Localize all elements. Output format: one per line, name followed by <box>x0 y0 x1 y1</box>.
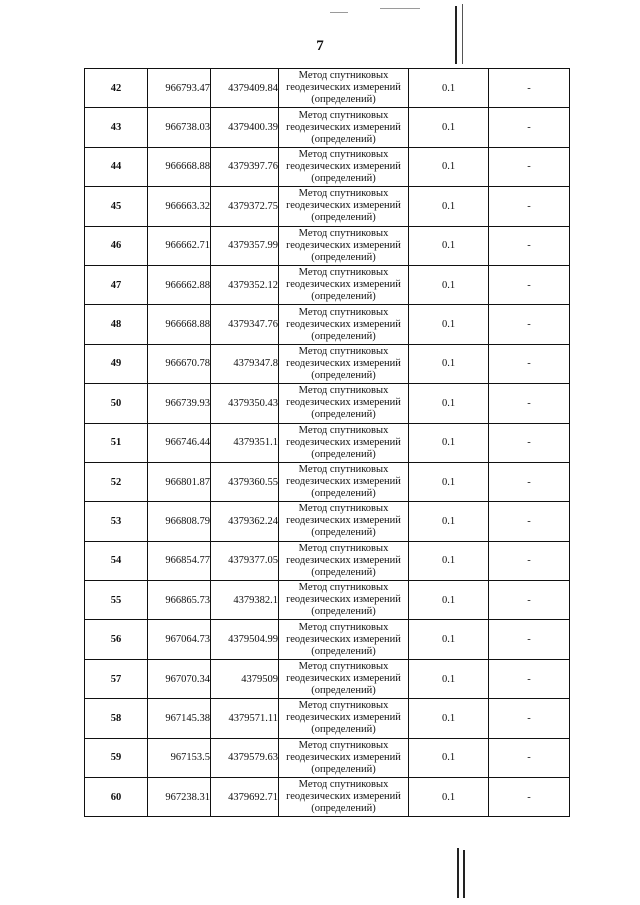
point-number-cell: 52 <box>85 462 148 501</box>
method-line-1: Метод спутниковых <box>298 700 389 712</box>
point-number-cell: 48 <box>85 305 148 344</box>
table-row <box>85 462 570 501</box>
method-line-2: геодезических измерений <box>286 318 401 330</box>
extra-value-cell: - <box>489 502 570 541</box>
table-row <box>85 502 570 541</box>
precision-cell: 0.1 <box>409 502 489 541</box>
method-cell <box>279 147 409 186</box>
y-coordinate-cell: 4379351.1 <box>211 423 279 462</box>
table-row <box>85 344 570 383</box>
scan-artifact-top <box>455 6 457 64</box>
precision-cell: 0.1 <box>409 581 489 620</box>
method-line-3: (определений) <box>311 133 376 145</box>
method-line-2: геодезических измерений <box>286 436 401 448</box>
x-coordinate-cell: 966738.03 <box>148 108 211 147</box>
extra-value-cell: - <box>489 108 570 147</box>
method-line-3: (определений) <box>311 488 376 500</box>
method-cell <box>279 69 409 108</box>
extra-value-cell: - <box>489 226 570 265</box>
x-coordinate-cell: 966808.79 <box>148 502 211 541</box>
x-coordinate-cell: 966801.87 <box>148 462 211 501</box>
x-coordinate-cell: 966739.93 <box>148 384 211 423</box>
precision-cell: 0.1 <box>409 187 489 226</box>
point-number-cell: 59 <box>85 738 148 777</box>
y-coordinate-cell: 4379571.11 <box>211 699 279 738</box>
method-line-3: (определений) <box>311 566 376 578</box>
x-coordinate-cell: 967064.73 <box>148 620 211 659</box>
table-row <box>85 265 570 304</box>
method-line-1: Метод спутниковых <box>298 188 389 200</box>
x-coordinate-cell: 967070.34 <box>148 659 211 698</box>
method-line-3: (определений) <box>311 409 376 421</box>
table-row <box>85 620 570 659</box>
table-row <box>85 699 570 738</box>
y-coordinate-cell: 4379360.55 <box>211 462 279 501</box>
y-coordinate-cell: 4379350.43 <box>211 384 279 423</box>
coordinates-table <box>84 68 570 817</box>
table-row <box>85 187 570 226</box>
x-coordinate-cell: 966746.44 <box>148 423 211 462</box>
extra-value-cell: - <box>489 659 570 698</box>
method-line-1: Метод спутниковых <box>298 621 389 633</box>
x-coordinate-cell: 967238.31 <box>148 778 211 817</box>
point-number-cell: 42 <box>85 69 148 108</box>
point-number-cell: 45 <box>85 187 148 226</box>
method-cell <box>279 384 409 423</box>
method-line-3: (определений) <box>311 251 376 263</box>
extra-value-cell: - <box>489 778 570 817</box>
method-line-1: Метод спутниковых <box>298 464 389 476</box>
method-cell <box>279 344 409 383</box>
method-line-1: Метод спутниковых <box>298 779 389 791</box>
precision-cell: 0.1 <box>409 226 489 265</box>
method-line-1: Метод спутниковых <box>298 306 389 318</box>
method-line-1: Метод спутниковых <box>298 661 389 673</box>
method-line-1: Метод спутниковых <box>298 424 389 436</box>
method-line-1: Метод спутниковых <box>298 227 389 239</box>
method-line-2: геодезических измерений <box>286 82 401 94</box>
scan-artifact-bottom <box>457 848 459 898</box>
method-line-3: (определений) <box>311 172 376 184</box>
method-cell <box>279 738 409 777</box>
method-line-2: геодезических измерений <box>286 200 401 212</box>
method-cell <box>279 502 409 541</box>
precision-cell: 0.1 <box>409 265 489 304</box>
extra-value-cell: - <box>489 462 570 501</box>
method-line-3: (определений) <box>311 763 376 775</box>
point-number-cell: 49 <box>85 344 148 383</box>
y-coordinate-cell: 4379397.76 <box>211 147 279 186</box>
method-line-1: Метод спутниковых <box>298 345 389 357</box>
x-coordinate-cell: 966793.47 <box>148 69 211 108</box>
method-line-1: Метод спутниковых <box>298 385 389 397</box>
precision-cell: 0.1 <box>409 344 489 383</box>
method-line-3: (определений) <box>311 606 376 618</box>
table-row <box>85 226 570 265</box>
extra-value-cell: - <box>489 305 570 344</box>
x-coordinate-cell: 966663.32 <box>148 187 211 226</box>
extra-value-cell: - <box>489 265 570 304</box>
extra-value-cell: - <box>489 384 570 423</box>
method-line-2: геодезических измерений <box>286 121 401 133</box>
point-number-cell: 58 <box>85 699 148 738</box>
point-number-cell: 57 <box>85 659 148 698</box>
method-line-2: геодезических измерений <box>286 160 401 172</box>
y-coordinate-cell: 4379357.99 <box>211 226 279 265</box>
method-cell <box>279 423 409 462</box>
method-line-2: геодезических измерений <box>286 515 401 527</box>
method-line-1: Метод спутниковых <box>298 739 389 751</box>
x-coordinate-cell: 967145.38 <box>148 699 211 738</box>
method-cell <box>279 659 409 698</box>
method-line-2: геодезических измерений <box>286 279 401 291</box>
x-coordinate-cell: 966668.88 <box>148 305 211 344</box>
table-row <box>85 305 570 344</box>
method-cell <box>279 620 409 659</box>
method-line-3: (определений) <box>311 448 376 460</box>
table-row <box>85 738 570 777</box>
table-row <box>85 659 570 698</box>
scan-artifact-bottom-2 <box>463 850 465 898</box>
extra-value-cell: - <box>489 69 570 108</box>
table-row <box>85 108 570 147</box>
point-number-cell: 55 <box>85 581 148 620</box>
point-number-cell: 56 <box>85 620 148 659</box>
method-cell <box>279 699 409 738</box>
point-number-cell: 51 <box>85 423 148 462</box>
method-line-1: Метод спутниковых <box>298 70 389 82</box>
extra-value-cell: - <box>489 581 570 620</box>
method-cell <box>279 541 409 580</box>
x-coordinate-cell: 966668.88 <box>148 147 211 186</box>
method-line-1: Метод спутниковых <box>298 267 389 279</box>
y-coordinate-cell: 4379692.71 <box>211 778 279 817</box>
method-cell <box>279 305 409 344</box>
method-line-1: Метод спутниковых <box>298 542 389 554</box>
method-line-2: геодезических измерений <box>286 594 401 606</box>
table-row <box>85 541 570 580</box>
precision-cell: 0.1 <box>409 541 489 580</box>
x-coordinate-cell: 966670.78 <box>148 344 211 383</box>
method-line-2: геодезических измерений <box>286 673 401 685</box>
coordinates-table-body <box>85 69 570 817</box>
point-number-cell: 46 <box>85 226 148 265</box>
table-row <box>85 778 570 817</box>
precision-cell: 0.1 <box>409 699 489 738</box>
extra-value-cell: - <box>489 147 570 186</box>
method-line-3: (определений) <box>311 803 376 815</box>
method-line-3: (определений) <box>311 685 376 697</box>
y-coordinate-cell: 4379400.39 <box>211 108 279 147</box>
method-line-3: (определений) <box>311 527 376 539</box>
x-coordinate-cell: 966662.88 <box>148 265 211 304</box>
precision-cell: 0.1 <box>409 462 489 501</box>
page-number: 7 <box>316 38 324 54</box>
method-line-3: (определений) <box>311 291 376 303</box>
method-line-3: (определений) <box>311 94 376 106</box>
point-number-cell: 44 <box>85 147 148 186</box>
method-line-2: геодезических измерений <box>286 791 401 803</box>
y-coordinate-cell: 4379579.63 <box>211 738 279 777</box>
precision-cell: 0.1 <box>409 147 489 186</box>
method-line-1: Метод спутниковых <box>298 582 389 594</box>
y-coordinate-cell: 4379377.05 <box>211 541 279 580</box>
extra-value-cell: - <box>489 344 570 383</box>
y-coordinate-cell: 4379382.1 <box>211 581 279 620</box>
point-number-cell: 47 <box>85 265 148 304</box>
method-line-1: Метод спутниковых <box>298 148 389 160</box>
extra-value-cell: - <box>489 187 570 226</box>
method-line-2: геодезических измерений <box>286 357 401 369</box>
table-row <box>85 147 570 186</box>
scan-speck-top-2 <box>380 8 420 9</box>
extra-value-cell: - <box>489 738 570 777</box>
scan-speck-top <box>330 12 348 13</box>
method-line-3: (определений) <box>311 369 376 381</box>
point-number-cell: 50 <box>85 384 148 423</box>
method-line-2: геодезических измерений <box>286 633 401 645</box>
method-cell <box>279 226 409 265</box>
point-number-cell: 54 <box>85 541 148 580</box>
y-coordinate-cell: 4379504.99 <box>211 620 279 659</box>
precision-cell: 0.1 <box>409 659 489 698</box>
method-line-1: Метод спутниковых <box>298 109 389 121</box>
y-coordinate-cell: 4379372.75 <box>211 187 279 226</box>
method-line-3: (определений) <box>311 645 376 657</box>
method-cell <box>279 581 409 620</box>
method-line-1: Метод спутниковых <box>298 503 389 515</box>
x-coordinate-cell: 967153.5 <box>148 738 211 777</box>
method-line-2: геодезических измерений <box>286 397 401 409</box>
precision-cell: 0.1 <box>409 423 489 462</box>
method-line-2: геодезических измерений <box>286 712 401 724</box>
extra-value-cell: - <box>489 541 570 580</box>
point-number-cell: 43 <box>85 108 148 147</box>
x-coordinate-cell: 966662.71 <box>148 226 211 265</box>
method-line-2: геодезических измерений <box>286 751 401 763</box>
y-coordinate-cell: 4379347.8 <box>211 344 279 383</box>
table-row <box>85 581 570 620</box>
extra-value-cell: - <box>489 620 570 659</box>
method-cell <box>279 778 409 817</box>
point-number-cell: 53 <box>85 502 148 541</box>
precision-cell: 0.1 <box>409 384 489 423</box>
method-cell <box>279 187 409 226</box>
y-coordinate-cell: 4379509 <box>211 659 279 698</box>
method-line-3: (определений) <box>311 212 376 224</box>
precision-cell: 0.1 <box>409 738 489 777</box>
y-coordinate-cell: 4379352.12 <box>211 265 279 304</box>
precision-cell: 0.1 <box>409 620 489 659</box>
extra-value-cell: - <box>489 423 570 462</box>
precision-cell: 0.1 <box>409 69 489 108</box>
extra-value-cell: - <box>489 699 570 738</box>
point-number-cell: 60 <box>85 778 148 817</box>
method-cell <box>279 265 409 304</box>
method-cell <box>279 462 409 501</box>
precision-cell: 0.1 <box>409 305 489 344</box>
method-line-3: (определений) <box>311 330 376 342</box>
method-cell <box>279 108 409 147</box>
x-coordinate-cell: 966854.77 <box>148 541 211 580</box>
table-row <box>85 384 570 423</box>
method-line-3: (определений) <box>311 724 376 736</box>
scan-artifact-top-2 <box>462 4 463 64</box>
table-row <box>85 69 570 108</box>
precision-cell: 0.1 <box>409 778 489 817</box>
precision-cell: 0.1 <box>409 108 489 147</box>
y-coordinate-cell: 4379362.24 <box>211 502 279 541</box>
method-line-2: геодезических измерений <box>286 554 401 566</box>
y-coordinate-cell: 4379347.76 <box>211 305 279 344</box>
y-coordinate-cell: 4379409.84 <box>211 69 279 108</box>
table-row <box>85 423 570 462</box>
method-line-2: геодезических измерений <box>286 239 401 251</box>
method-line-2: геодезических измерений <box>286 476 401 488</box>
x-coordinate-cell: 966865.73 <box>148 581 211 620</box>
